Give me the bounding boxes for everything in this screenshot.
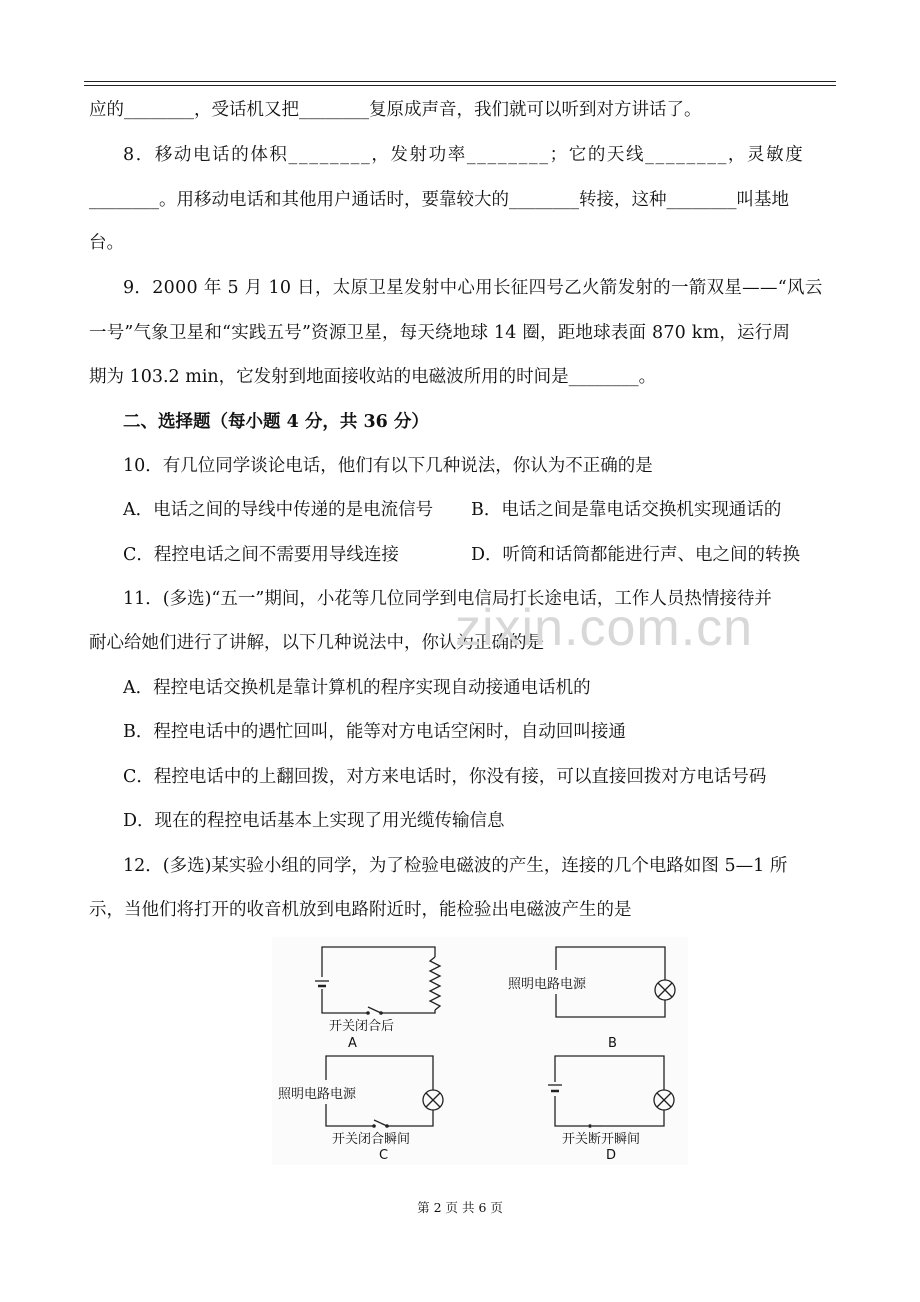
- watermark: zixin.com.cn: [455, 599, 754, 657]
- text-line: 期为 103.2 min，它发射到地面接收站的电磁波所用的时间是________。: [89, 367, 657, 387]
- option-10c: C．程控电话之间不需要用导线连接: [123, 545, 399, 565]
- header-rule-top: [84, 81, 836, 82]
- text-line: 耐心给她们进行了讲解，以下几种说法中，你认为正确的是: [89, 633, 544, 653]
- question-11: 11．(多选)“五一”期间，小花等几位同学到电信局打长途电话，工作人员热情接待并: [123, 589, 772, 609]
- text-line: ________。用移动电话和其他用户通话时，要靠较大的________转接，这种________叫基地: [89, 190, 789, 210]
- circuit-figure: [272, 937, 688, 1165]
- circuit-a-caption: 开关闭合后: [329, 1019, 395, 1034]
- section-heading: 二、选择题（每小题 4 分，共 36 分）: [123, 412, 429, 432]
- circuit-a-letter: A: [348, 1036, 357, 1051]
- option-11b: B．程控电话中的遇忙回叫，能等对方电话空闲时，自动回叫接通: [123, 722, 626, 742]
- circuit-d-caption: 开关断开瞬间: [562, 1132, 641, 1147]
- option-10a: A．电话之间的导线中传递的是电流信号: [123, 500, 434, 520]
- circuit-c-letter: C: [379, 1148, 389, 1163]
- option-11a: A．程控电话交换机是靠计算机的程序实现自动接通电话机的: [123, 678, 591, 698]
- header-rule-bottom: [84, 85, 836, 86]
- circuit-c-caption: 开关闭合瞬间: [332, 1132, 411, 1147]
- question-10: 10．有几位同学谈论电话，他们有以下几种说法，你认为不正确的是: [123, 456, 653, 476]
- question-9-line: 9．2000 年 5 月 10 日，太原卫星发射中心用长征四号乙火箭发射的一箭双星——“风云: [123, 278, 823, 298]
- text-line: 示，当他们将打开的收音机放到电路附近时，能检验出电磁波产生的是: [89, 900, 632, 920]
- circuit-b-letter: B: [608, 1036, 617, 1051]
- page-footer: 第 2 页 共 6 页: [417, 1200, 503, 1215]
- option-10b: B．电话之间是靠电话交换机实现通话的: [471, 500, 782, 520]
- option-11c: C．程控电话中的上翻回拨，对方来电话时，你没有接，可以直接回拨对方电话号码: [123, 767, 767, 787]
- circuit-c-source: 照明电路电源: [278, 1087, 357, 1102]
- question-8-line: 8．移动电话的体积________，发射功率________；它的天线________，灵敏度: [123, 145, 805, 165]
- circuit-d-letter: D: [606, 1148, 617, 1163]
- option-11d: D．现在的程控电话基本上实现了用光缆传输信息: [123, 811, 505, 831]
- text-line: 台。: [89, 233, 124, 253]
- circuit-b-source: 照明电路电源: [508, 977, 587, 992]
- text-line: 一号”气象卫星和“实践五号”资源卫星，每天绕地球 14 圈，距地球表面 870 km，运行周: [89, 323, 791, 343]
- text-line: 应的________，受话机又把________复原成声音，我们就可以听到对方讲话了。: [89, 100, 702, 120]
- option-10d: D．听筒和话筒都能进行声、电之间的转换: [471, 545, 801, 565]
- question-12: 12．(多选)某实验小组的同学，为了检验电磁波的产生，连接的几个电路如图 5—1 所: [123, 856, 788, 876]
